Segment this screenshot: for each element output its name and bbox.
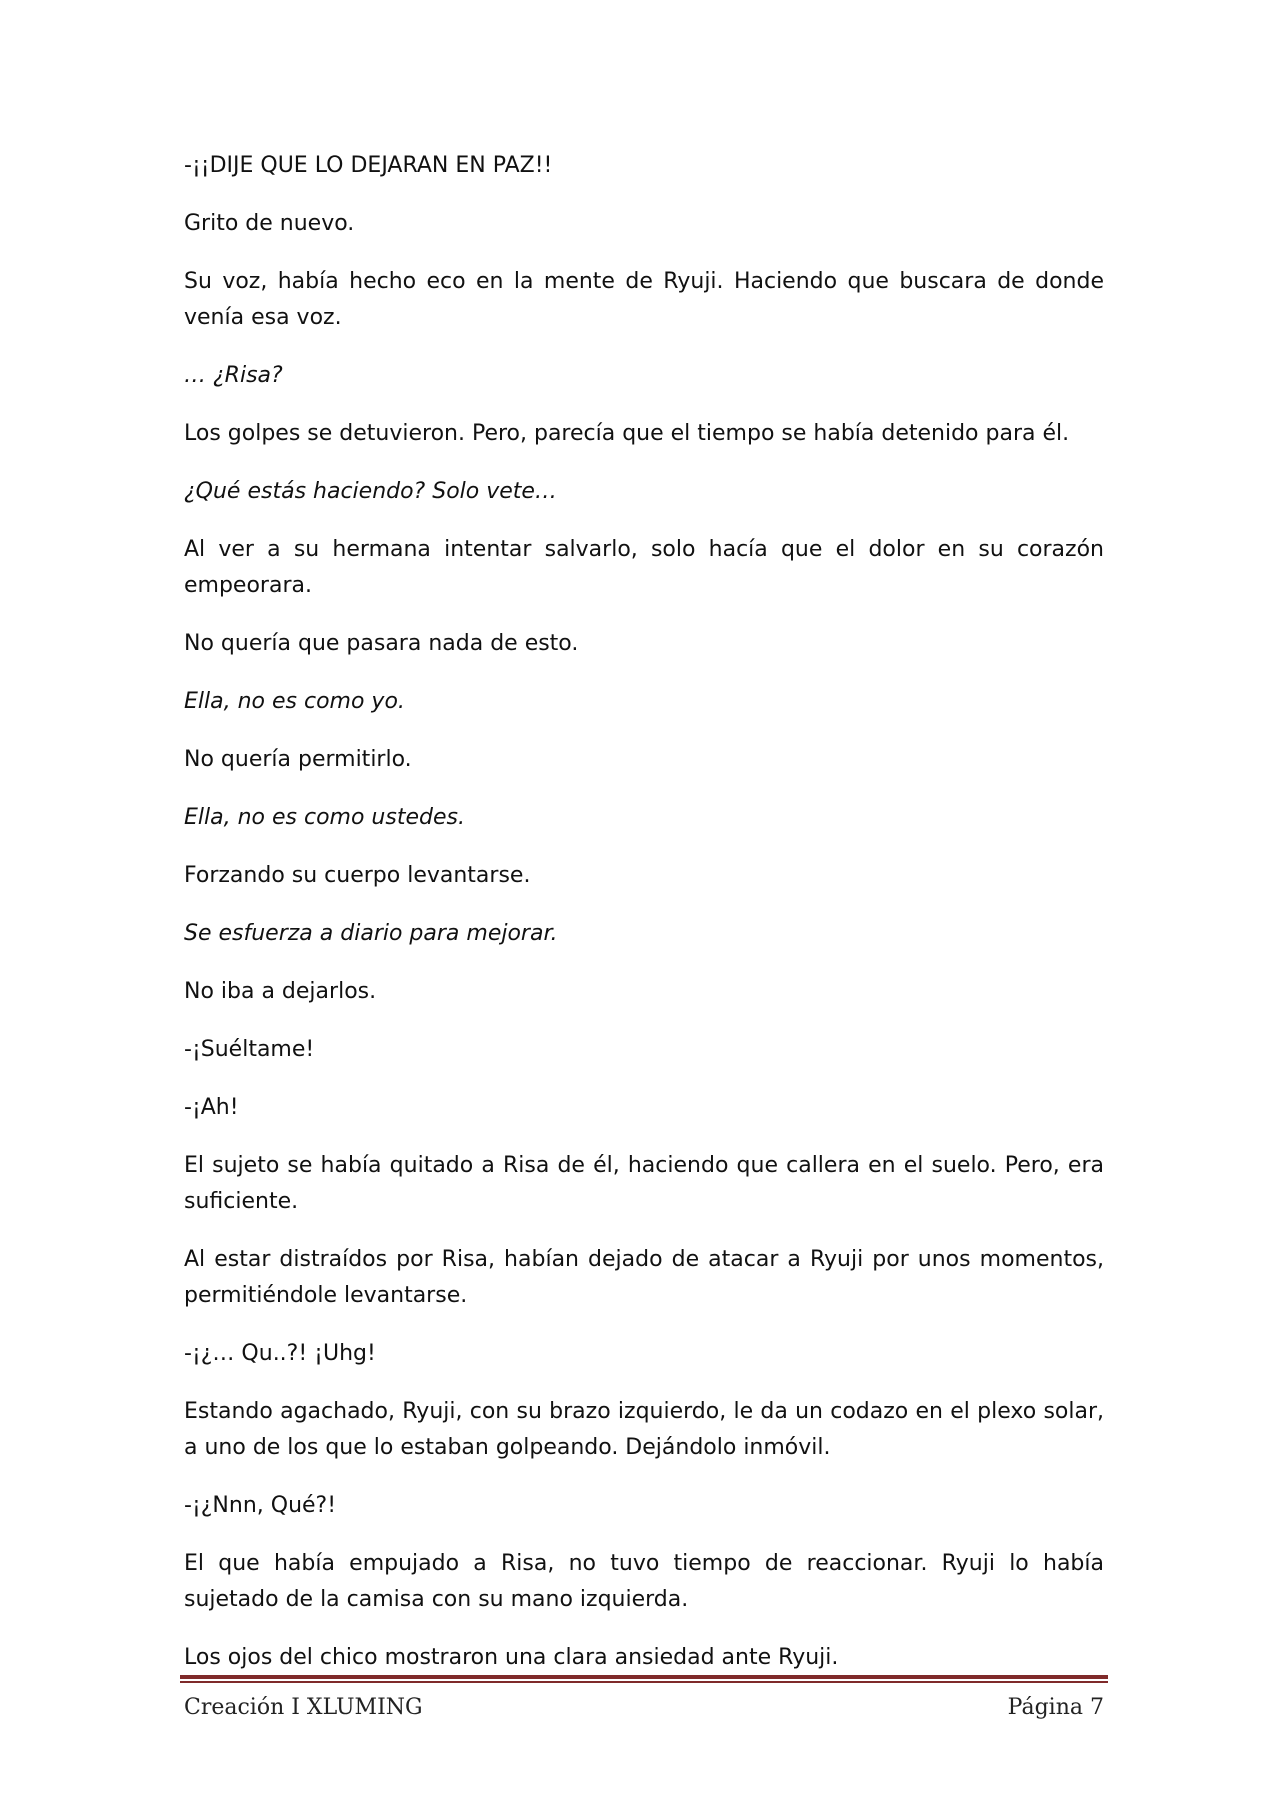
paragraph-italic: Ella, no es como ustedes. [184, 805, 465, 830]
paragraph: Su voz, había hecho eco en la mente de Ryuji. Haciendo que buscara de donde venía esa voz. [184, 269, 1104, 330]
page-number: Página 7 [1007, 1694, 1104, 1720]
paragraph-italic: ¿Qué estás haciendo? Solo vete… [184, 479, 557, 504]
paragraph: -¡Suéltame! [184, 1037, 315, 1062]
paragraph: El sujeto se había quitado a Risa de él, haciendo que callera en el suelo. Pero, era suficiente. [184, 1153, 1104, 1214]
page-footer [184, 1690, 1104, 1724]
paragraph: Al ver a su hermana intentar salvarlo, solo hacía que el dolor en su corazón empeorara. [184, 537, 1104, 598]
paragraph: -¡¡DIJE QUE LO DEJARAN EN PAZ!! [184, 153, 553, 178]
paragraph: No quería permitirlo. [184, 747, 412, 772]
body-text [184, 148, 1104, 1698]
paragraph: Forzando su cuerpo levantarse. [184, 863, 531, 888]
paragraph: No quería que pasara nada de esto. [184, 631, 579, 656]
footer-author: Creación I XLUMING [184, 1694, 423, 1720]
paragraph: El que había empujado a Risa, no tuvo tiempo de reaccionar. Ryuji lo había sujetado de la camisa con su mano izquierda. [184, 1551, 1104, 1612]
paragraph: Grito de nuevo. [184, 211, 355, 236]
footer-divider [180, 1675, 1108, 1683]
paragraph: Al estar distraídos por Risa, habían dejado de atacar a Ryuji por unos momentos, permitiéndole levantarse. [184, 1247, 1104, 1308]
paragraph: -¡Ah! [184, 1095, 239, 1120]
paragraph: -¡¿Nnn, Qué?! [184, 1493, 337, 1518]
paragraph: Estando agachado, Ryuji, con su brazo izquierdo, le da un codazo en el plexo solar, a uno de los que lo estaban golpeando. Dejándolo inmóvil. [184, 1399, 1104, 1460]
paragraph: No iba a dejarlos. [184, 979, 377, 1004]
paragraph: Los ojos del chico mostraron una clara ansiedad ante Ryuji. [184, 1645, 839, 1670]
paragraph-italic: Ella, no es como yo. [184, 689, 405, 714]
paragraph-italic: Se esfuerza a diario para mejorar. [184, 921, 558, 946]
footer-divider-thin [180, 1681, 1108, 1683]
paragraph: -¡¿… Qu..?! ¡Uhg! [184, 1341, 376, 1366]
paragraph-italic: … ¿Risa? [184, 363, 283, 388]
paragraph: Los golpes se detuvieron. Pero, parecía que el tiempo se había detenido para él. [184, 421, 1070, 446]
